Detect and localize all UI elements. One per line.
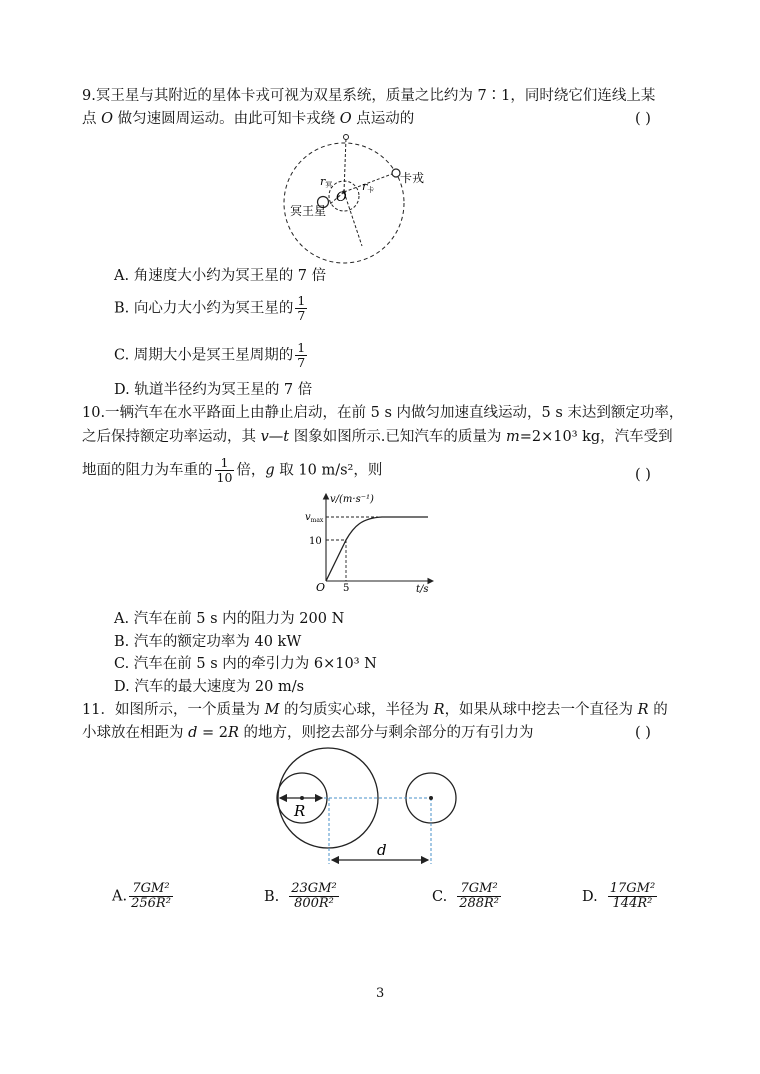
q11-sphere-figure bbox=[274, 746, 464, 868]
q9-line2: 点 O 做匀速圆周运动。由此可知卡戎绕 O 点运动的 bbox=[82, 111, 415, 127]
q11-option-b: B. $\frac{\text{23GM²}}{\text{800R²}}$ bbox=[264, 881, 337, 911]
q9-binary-star-figure bbox=[280, 132, 425, 250]
q9-option-b: B. 向心力大小约为冥王星的 $\frac{1}{7}$ bbox=[114, 293, 306, 323]
q10-option-c: C. 汽车在前 5 s 内的牵引力为 6×10³ N bbox=[114, 656, 377, 672]
q10-vt-graph bbox=[300, 490, 440, 596]
t5-tick-label: 5 bbox=[343, 583, 350, 594]
q9-option-c: C. 周期大小是冥王星周期的 $\frac{1}{7}$ bbox=[114, 340, 306, 370]
charon-body bbox=[392, 169, 400, 177]
distance-label: d bbox=[377, 841, 387, 859]
q10-line1: 10.一辆汽车在水平路面上由静止启动，在前 5 s 内做匀加速直线运动，5 s 末达到额定功率， bbox=[82, 405, 684, 421]
q10-answer-paren: ( ) bbox=[635, 467, 651, 483]
q10-line2: 之后保持额定功率运动，其 v—t 图象如图所示.已知汽车的质量为 m=2×10³ kg，汽车受到 bbox=[82, 429, 673, 445]
q11-line2: 小球放在相距为 d = 2R 的地方，则挖去部分与剩余部分的万有引力为 bbox=[82, 725, 534, 741]
q11-option-a: A. $\frac{\text{7GM²}}{\text{256R²}}$ bbox=[112, 881, 171, 911]
q11-answer-paren: ( ) bbox=[635, 725, 651, 741]
q10-line3: 地面的阻力为车重的 $\frac{1}{10}$ 倍，g 取 10 m/s²，则 bbox=[82, 455, 383, 485]
origin-label: O bbox=[316, 581, 326, 594]
radius-label: R bbox=[294, 802, 306, 820]
charon-label: 卡戎 bbox=[400, 171, 425, 185]
q9-answer-paren: ( ) bbox=[635, 111, 651, 127]
q9-option-a: A. 角速度大小约为冥王星的 7 倍 bbox=[114, 268, 327, 284]
vt-curve bbox=[326, 517, 428, 581]
pluto-label: 冥王星 bbox=[290, 204, 327, 218]
r-charon-label: r卡 bbox=[362, 180, 375, 194]
q11-option-c: C. $\frac{\text{7GM²}}{\text{288R²}}$ bbox=[432, 881, 499, 911]
v-axis-label: v/(m·s⁻¹) bbox=[330, 494, 374, 505]
t-axis-label: t/s bbox=[416, 584, 429, 595]
page-number: 3 bbox=[376, 986, 385, 1001]
center-o-label: O bbox=[336, 190, 347, 205]
q9-option-d: D. 轨道半径约为冥王星的 7 倍 bbox=[114, 382, 313, 398]
q10-option-d: D. 汽车的最大速度为 20 m/s bbox=[114, 679, 305, 695]
q9-line1: 9.冥王星与其附近的星体卡戎可视为双星系统，质量之比约为 7∶1，同时绕它们连线上某 bbox=[82, 88, 656, 104]
vmax-label: $v_{max}$ bbox=[305, 512, 324, 524]
q11-line1: 11．如图所示，一个质量为 M 的匀质实心球，半径为 R，如果从球中挖去一个直径为 R 的 bbox=[82, 702, 668, 718]
v10-tick-label: 10 bbox=[309, 536, 322, 547]
r-pluto-label: r冥 bbox=[320, 175, 333, 189]
q10-option-b: B. 汽车的额定功率为 40 kW bbox=[114, 634, 302, 650]
q10-option-a: A. 汽车在前 5 s 内的阻力为 200 N bbox=[114, 611, 345, 627]
q11-option-d: D. $\frac{\text{17GM²}}{\text{144R²}}$ bbox=[582, 881, 656, 911]
